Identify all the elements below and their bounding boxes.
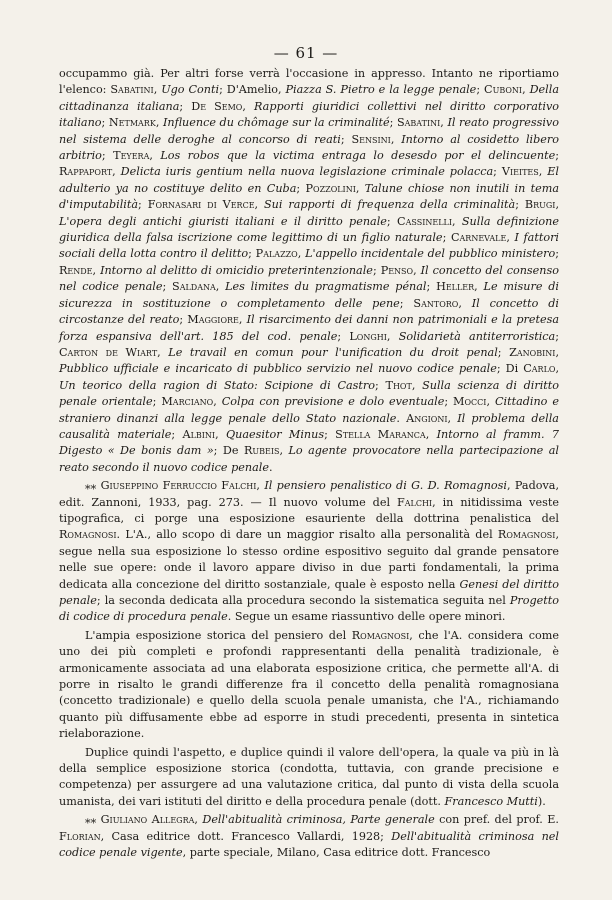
page-number: — 61 — <box>273 44 339 62</box>
paragraph-review-list: occupammo già. Per altri forse verrà l'occasione in appresso. Intanto ne riportiamo l'elenco: Sabatini, Ugo Conti; D'Amelio, Piazza S. Pietro e la legge penale; Cuboni, Della cittadinanza italiana; De Semo, Rapporti giuridici collettivi nel diritto corporativo italiano; Netmark, Influence du chômage sur la criminalité; Sabatini, Il reato progressivo nel sistema delle deroghe al concorso di reati; Sensini, Intorno al cosidetto libero arbitrio; Teyera, Los robos que la victima entraga lo desesdo por el delincuente; Rappaport, Delicta iuris gentium nella nuova legislazione criminale polacca; Vieites, El adulterio ya no costituye delito en Cuba; Pozzolini, Talune chiose non inutili in tema d'imputabilità; Fornasari di Verce, Sui rapporti di frequenza della criminalità; Brugi, L'opera degli antichi giuristi italiani e il diritto penale; Cassinelli, Sulla definizione giuridica della falsa iscrizione come legittimo di un figlio naturale; Carnevale, I fattori sociali della lotta contro il delitto; Palazzo, L'appello incidentale del pubblico ministero; Rende, Intorno al delitto di omicidio preterintenzionale; Penso, Il concetto del consenso nel codice penale; Saldana, Les limites du pragmatisme pénal; Heller, Le misure di sicurezza in sostituzione o completamento delle pene; Santoro, Il concetto di circostanze del reato; Maggiore, Il risarcimento dei danni non patrimoniali e la pretesa forza espansiva dell'art. 185 del cod. penale; Longhi, Solidarietà antiterroristica; Carton de Wiart, Le travail en comun pour l'unification du droit penal; Zanobini, Pubblico ufficiale e incaricato di pubblico servizio nel nuovo codice penale; Di Carlo, Un teorico della ragion di Stato: Scipione di Castro; Thot, Sulla scienza di diritto penale orientale; Marciano, Colpa con previsione e dolo eventuale; Mocci, Cittadino e straniero dinanzi alla legge penale dello Stato nazionale. Angioni, Il problema della causalità materiale; Albini, Quaesitor Minus; Stella Maranca, Intorno al framm. 7 Digesto « De bonis dam »; De Rubeis, Lo agente provocatore nella partecipazione al reato secondo il nuovo codice penale. <box>59 67 559 474</box>
section-mark: ⁎⁎ <box>85 813 97 827</box>
page-body <box>59 66 559 862</box>
section-mark: ⁎⁎ <box>85 479 97 493</box>
paragraph-review-falchi: ⁎⁎ Giuseppino Ferruccio Falchi, Il pensiero penalistico di G. D. Romagnosi, Padova, edit. Zannoni, 1933, pag. 273. — Il nuovo volume del Falchi, in nitidissima veste tipografica, ci porge una esposizione esauriente della dottrina penalistica del Romagnosi. L'A., allo scopo di dare un maggior risalto alla personalità del Romagnosi, segue nella sua esposizione lo stesso ordine espositivo seguito dal grande pensatore nelle sue opere: onde il lavoro appare diviso in due parti fondamentali, la prima dedicata alla concezione del diritto sostanziale, quale è esposto nella Genesi del diritto penale; la seconda dedicata alla procedura secondo la sistematica seguita nel Progetto di codice di procedura penale. Segue un esame riassuntivo delle opere minori. <box>59 479 560 624</box>
paragraph-review-allegra: ⁎⁎ Giuliano Allegra, Dell'abitualità criminosa, Parte generale con pref. del prof. E. Florian, Casa editrice dott. Francesco Vallardi, 1928; Dell'abitualità criminosa nel codice penale vigente, parte speciale, Milano, Casa editrice dott. Francesco <box>59 813 560 860</box>
paragraph-duplice: Duplice quindi l'aspetto, e duplice quindi il valore dell'opera, la quale va più in là della semplice esposizione storica (condotta, tuttavia, con grande precisione e competenza) per assurgere ad una valutazione critica, dal punto di vista della scuola umanista, dei vari istituti del diritto e della procedura penale (dott. Francesco Mutti). <box>59 745 559 808</box>
paragraph-romagnosi: L'ampia esposizione storica del pensiero del Romagnosi, che l'A. considera come uno dei più completi e profondi rappresentanti della penalità tradizionale, è armonicamente associata ad una elaborata esposizione critica, che permette all'A. di porre in risalto le grandi differenze fra il concetto della penalità romagnosiana (concetto tradizionale) e quello della scuola penale umanista, che l'A., richiamando quanto più diffusamente ebbe ad esporre in studi precedenti, presenta in sintetica rielaborazione. <box>59 628 559 741</box>
